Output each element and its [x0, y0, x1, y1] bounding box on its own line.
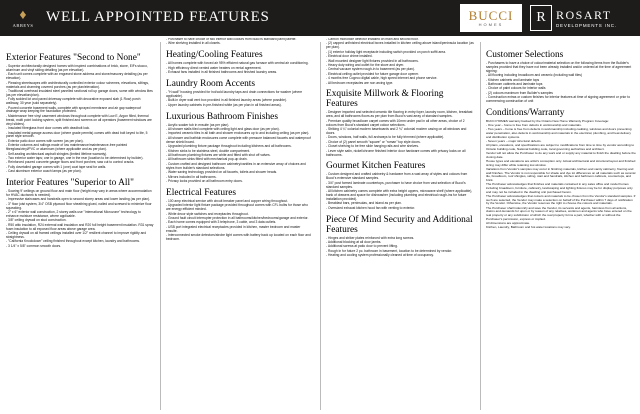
- list-item: - Custom crafted and designed bathroom cabinetry/vanities in an extensive array of choices and styles from builder's standard selections.: [166, 161, 306, 170]
- list-item: - (2) colours maximum from Builder's samples: [486, 90, 553, 95]
- list-item: - White decor style switches and receptacles throughout.: [166, 211, 249, 216]
- laundry-heading: Laundry Room Accents: [166, 79, 256, 90]
- interior-features-list: [6, 190, 154, 249]
- list-item: - Heating and cooling system professionally cleaned at time of occupancy.: [326, 253, 434, 258]
- list-item: - Insulated metal garage access door (where grade permits) comes with dead bolt keyed to lite, 5 panel style smooth.: [6, 130, 148, 139]
- electrical-heading: Electrical Features: [166, 187, 237, 198]
- list-item: - Two years – home is free from defects in workmanship including caulking, windows and doors preventing water penetration, also defects in workmanship and materials in the electrical, plumbing, and heat delivery and distribution systems.: [486, 127, 632, 139]
- list-item: - Each unit comes complete with an engraved stone address and stone/masonry detailing (as per elevation).: [6, 72, 148, 81]
- security-heading: Piece Of Mind Security and Additional Features: [326, 214, 473, 235]
- rosart-logo-sub: DEVELOPMENTS INC.: [556, 23, 617, 28]
- list-item: - Reinforced poured concrete garage floors and front porches; saw cut to control cracks.: [6, 160, 135, 165]
- list-item: - All flooring including broadloom and ceramic (including wall tiles): [486, 73, 583, 78]
- list-item: - Exterior patio door comes with screen (as per plan).: [6, 138, 84, 143]
- list-item: - All shower and bathtub enclosures come complete with pressure balanced faucets and waterproof dense shield board.: [166, 135, 311, 144]
- kitchen-list: [326, 173, 476, 210]
- list-item: - One year – home is free from defects in workmanship and materials.: [486, 123, 582, 128]
- list-item: - Designer imported and selected ceramic tile flooring in entry foyer, laundry room, kitchen, breakfast area, and all bathrooms floors as per plan from Bucci's vast array of standard samples.: [326, 110, 473, 119]
- page-title: WELL APPOINTED FEATURES: [46, 9, 270, 25]
- list-item: - Cast aluminum exterior coach lamps (as per plan).: [6, 169, 82, 174]
- list-item: - All bedroom receptacles are non arcing type.: [326, 80, 394, 85]
- list-item: Kitchen, Laundry, Bathroom and hot water locations may vary.: [486, 225, 571, 230]
- list-item: - Closet shelving to be free slide hanging rails and wire shelves.: [326, 144, 419, 149]
- list-item: - Choice of (2) panel smooth "square" or "roman" top style doors.: [326, 139, 421, 144]
- abbeys-logo: [6, 2, 40, 34]
- list-item: - 4 months free Cogeco digital cable, high speed internet and phone service.: [326, 76, 438, 81]
- list-item: - Soaring 9' ceilings on ground floor and main floor (height may vary in areas where accommodation for HVAC ductwork is needed).: [6, 189, 152, 197]
- list-item: - R50 attic insulation, R24 external wall insulation and R20 full height basement insulation. R31 spray foam insulation to all exposed floor areas above garage area.: [6, 222, 154, 231]
- list-item: - Exterior columns and railings made of low maintenance/maintenance-free painted fibreglass/vinyl/PVC or aluminum (where applicable and as per plan).: [6, 143, 128, 152]
- list-item: - Additional screws at patio door to prevent lifting.: [326, 244, 398, 249]
- list-item: - Ground fault circuit interrupter protection in all bathrooms/kitchen/bedrooms/garage and exterior.: [166, 215, 309, 220]
- bucci-logo-sub: HOMES: [478, 22, 504, 27]
- list-item: - Wire shelving installed in all closets.: [166, 41, 221, 46]
- list-item: - 3" floor joist system, 3/4" OSB plywood floor sheathing glued, nailed and screwed to minimize floor squeaking.: [6, 201, 152, 210]
- column-3: [326, 38, 476, 414]
- list-item: - All bathroom plumbing fixtures are white and fitted with shut off valves.: [166, 153, 271, 157]
- list-item: - USB port integrated electrical receptacles provided in kitchen, master bedroom and master ensuite.: [166, 224, 301, 233]
- list-item: - High efficiency direct vented water heaters on rental agreement.: [166, 65, 262, 70]
- list-item: - Purchasers to have a choice of colour/material selection on the following items from the Builder's samples provided that they have not been already installed and/or ordered at the time of agreement signing:: [486, 61, 632, 73]
- list-item: - Doors, windows, half walls, full archways to be fully trimmed (where applicable).: [326, 135, 445, 140]
- rosart-logo: [530, 3, 636, 33]
- list-item: - Fully sodded lot and paved driveway complete with decorative exposed slab (1 Row) porch walkway, 30 year (sold separately).: [6, 97, 141, 106]
- list-item: - Kitchen cabinets and laminate tops: [486, 77, 540, 82]
- list-item: - Kitchen sinks to be stainless steel, double compartment.: [166, 148, 251, 153]
- list-item: - Bathroom cabinets and laminate tops: [486, 82, 543, 87]
- header-bar: [0, 0, 640, 36]
- list-item: - Construction extras or custom finishes for interior features at time of signing agreement or prior to commencing construction of unit: [486, 95, 631, 104]
- list-item: - Additional blocking at all door jambs.: [326, 240, 382, 244]
- list-item: - (2) capped unfinished electrical boxes installed in kitchen ceiling above island/peninsula location (as per plan).: [326, 41, 474, 50]
- column-2: [166, 38, 312, 414]
- column-4: [486, 38, 636, 414]
- list-item: - Interconnected smoke detectors/strobe light comes with battery back up located on each floor and bedroom.: [166, 233, 311, 241]
- list-item: - Ceiling drywall on all framed ceilings installed over 1/2" resilient channel to improve rigidity and straightness.: [6, 231, 147, 240]
- list-item: - Privacy locks provided on all bathroom entry doors.: [166, 178, 243, 183]
- list-item: - All homes complete with forced air 95% efficient natural gas furnace with central air conditioning.: [166, 61, 309, 66]
- rosart-mark-icon: R: [530, 5, 552, 31]
- list-item: - Mirrors included in all bathrooms.: [166, 174, 217, 179]
- list-item: - Two exterior water taps; one in garage, one in the rear (location to be determined by builder).: [6, 155, 144, 160]
- list-item: - Upgraded plumbing fixture package throughout including kitchens and all bathrooms.: [166, 144, 292, 149]
- list-item: - Premium quality broadloom carpet comes with 10mm under pad in all other areas, choice of 2 colours from Bucci's standard carpet colour selections.: [326, 118, 465, 127]
- list-item: - Hinges and striker plates reinforced with extra long screws.: [326, 235, 415, 240]
- list-item: All dimensions are approximate.: [486, 220, 531, 225]
- list-item: - Poured concrete basement walls, complete with sprayed membrane and air gap waterproof drainage wrap keeping the foundation protected.: [6, 105, 142, 114]
- crest-icon: ♦: [19, 7, 27, 23]
- list-item: All plans, elevations, and specifications are subject to modifications from time to time by vendor according to Ontario building code, National building code, local governing authorities and architect.: [486, 143, 635, 151]
- laundry-list: [166, 91, 312, 108]
- list-item: - Self-sealing architectural asphalt shingles (limited lifetime warranty).: [6, 151, 108, 156]
- list-item: - Central vacuum system rough-in to basement (as per plan).: [326, 67, 415, 72]
- column-1: [6, 38, 154, 414]
- list-item: - Electrical ceiling outlet provided for future garage door opener.: [326, 71, 419, 76]
- list-item: - Built-in dryer wall vent box provided in all finished laundry areas (where possible).: [166, 98, 287, 103]
- kitchen-heading: Gourmet Kitchen Features: [326, 161, 426, 172]
- list-item: - Breakfast bars, peninsulas, and island as per plan.: [326, 201, 402, 206]
- list-item: - Traditional overhead insulated steel panelled sectional roll up garage doors, some with window lites (as per elevation/plan).: [6, 88, 153, 97]
- feature-columns: [0, 38, 640, 414]
- heating-cooling-list: [166, 62, 312, 75]
- list-item: The Purchaser acknowledges that finishes and materials contained in any sales office and model homes including broadloom, furniture, cabinetry, landscaping and lighting fixtures may be for display purposes only and may not be included in the dwelling unit purchased herein.: [486, 182, 633, 194]
- customer-selections-heading: Customer Selections: [486, 50, 564, 60]
- list-item: - All shower stalls tiled complete with ceiling light and glass door (as per plan).: [166, 127, 280, 132]
- list-item: - Carbon monoxide detector installed on main and second floor.: [326, 38, 419, 41]
- list-item: - Rough in for future 2 pc. bathroom in basement, location to be determined by vendor.: [326, 248, 453, 253]
- list-item: - Impressive staircases and handrails open to second storey areas and lower landing (as per plan).: [6, 197, 151, 202]
- bathroom-heading: Luxurious Bathroom Finishes: [166, 111, 278, 122]
- list-item: - Choice of paint colours for interior walls: [486, 86, 546, 91]
- list-item: - Exhaust fans installed in all finished bathrooms and finished laundry areas.: [166, 70, 278, 75]
- list-item: - 3 1/4" x 5/8" common smooth doors.: [6, 243, 62, 248]
- interior-features-heading: Interior Features "Superior to All": [6, 178, 134, 189]
- exterior-features-list: [6, 65, 154, 174]
- list-item: - Seven years – major structural defects.: [486, 139, 542, 144]
- list-item: - Water saving technology provided on all faucets, toilets and shower heads.: [166, 170, 278, 175]
- bathroom-list: [166, 124, 312, 184]
- list-item: - Fully dovetailed garage comes with 1 (one) coat tape seal for walls.: [6, 164, 107, 169]
- list-item: - "H-wall" housing provided for hot/cold laundry taps and drain connections for washer (where applicable).: [166, 90, 303, 98]
- list-item: - Imported ceramic tiles in all bath and shower enclosures up to and including ceiling (as per plan).: [166, 131, 310, 136]
- list-item: - Acrylic soaker tub in ensuite (as per plan).: [166, 122, 230, 127]
- electrical-list: [166, 200, 312, 242]
- exterior-features-heading: Exterior Features "Second to None": [6, 53, 141, 63]
- conditions-warranty-heading: Conditions/Warranty: [486, 108, 565, 119]
- list-item: Vendor will not allow the Purchaser to do any work and or supply any material to finish the dwelling before the closing date.: [486, 151, 636, 159]
- abbeys-logo-text: ABBEYS: [12, 22, 34, 28]
- list-item: - Purchaser to have choice of two interior wall colours from Bucci's standard paint palette.: [166, 38, 297, 41]
- list-item: - Heavy duty wiring and outlet for the stove and dryer.: [326, 62, 405, 67]
- list-item: - Striking 4 ¼" colonial modern baseboards and 2 ¾" colonial modern casing on all windows and doors.: [326, 127, 467, 135]
- list-item: - Lever style satin, nickel/chrome finished interior door hardware comes with privacy locks on all bathrooms.: [326, 148, 466, 157]
- heating-cooling-heading: Heating/Cooling Features: [166, 50, 263, 61]
- list-item: - All bathroom sinks fitted with mechanical pop-up drain.: [166, 157, 248, 162]
- conditions-warranty-list: [486, 120, 636, 230]
- list-item: - Insulated fibreglass front door comes with deadbolt lock.: [6, 126, 91, 131]
- list-item: - Oversized exhaust kitchen hood fan with venting to exterior.: [326, 205, 416, 210]
- list-item: - Superior architecturally designed homes with inspired combinations of brick, stone, EIFs stucco, aluminum and vinyl siding detailing (as per elevation).: [6, 64, 148, 72]
- list-item: - Upper laundry cabinets in pre-finished white (as per plan in all finished areas).: [166, 102, 282, 107]
- bucci-logo: [460, 4, 522, 32]
- list-item: - Upgraded interior light fixture package provided throughout comes with CFL bulbs for those who are energy efficient minded.: [166, 203, 308, 212]
- list-item: BUCCI HOMES warranty backed by the Ontario New Home Warranty Program Coverage:: [486, 119, 609, 124]
- customer-selections-list: [486, 62, 636, 104]
- list-item: - Wall mounted designer light fixtures provided in all bathrooms.: [326, 58, 419, 63]
- list-item: House types and elevations are artist's conception only. Actual architectural and structural layout and finished sizing may differ while retaining low window.: [486, 159, 636, 167]
- list-item: - (1) exterior holiday light receptacle including switch provided on porch soffit area.: [326, 49, 446, 54]
- list-item: - Electrical door chime installed.: [326, 54, 373, 59]
- bucci-logo-text: BUCCI: [468, 8, 514, 23]
- list-item: The Purchaser shall indemnify and save the Vendor, its servants and agents, harmless from all actions, claims and demands for upon or by reason of any relatives, workmen and agents who have entered on the real property or any subdivision of which the real property forms a part, whether with or without the Purchaser's permission, express or implied.: [486, 205, 632, 221]
- list-item: - 3/4" post formed laminate countertops, purchaser to have choice from vast selection of Bucci's standard samples.: [326, 180, 466, 189]
- list-item: - All kitchen cabinetry comes complete with extra height uppers, microwave shelf (where applicable), bank of drawers and space for dishwasher (including plumbing and electrical rough-ins for future installation provided).: [326, 189, 473, 201]
- list-item: - 3/8" ceiling drywall on stud construction.: [6, 218, 67, 223]
- list-item: - Each home comes equipped with 3 telephone, 3 cable, and 3 data outlets.: [166, 220, 277, 225]
- list-item: Variations from Vendor's samples may occur in finishing materials, kitchen and vanity cabinetry, flooring and wall finishes. The Vendor is not responsible for shade and dye lot differences on all materials such as ceramic tile, broadloom, roof shingles, siding, stair and handrails, kitchen and bathroom cabinets, countertops, and brick.: [486, 167, 636, 183]
- list-item: - 100 amp electrical service with circuit breaker panel and copper wiring throughout.: [166, 198, 289, 203]
- security-list: [326, 237, 476, 259]
- list-item: - Custom designed and crafted cabinetry & hardware from a vast array of styles and colours from Bucci's extensive standard samples.: [326, 172, 468, 181]
- list-item: - Maintenance free vinyl casement windows throughout complete with Low E, Argon filled, thermal break, multi point locking system, split finished and screens on all operators (basement windows are vinyl sliders).: [6, 113, 152, 126]
- list-item: - "California Knockdown" ceiling finished throughout except kitchen, laundry and bathrooms.: [6, 239, 140, 244]
- rosart-logo-text: ROSART: [556, 8, 612, 22]
- list-item: The Purchaser acknowledges that colours and materials to be chosen from the Vendor's standard samples. If such are selected, the Vendor may make a selection on behalf of the Purchaser within 7 days of notification by the Vendor. Otherwise, the Vendor reserves the right to choose the colours and materials.: [486, 193, 636, 206]
- interior-features-cont-list: [166, 38, 312, 46]
- list-item: - 2" x 6" exterior wall construction, 2 storey walls use "International Microzone" technology to enhance moisture resistance, where applicable.: [6, 210, 141, 218]
- electrical-cont-list: [326, 38, 476, 85]
- millwork-list: [326, 111, 476, 157]
- list-item: - Pleasing streetscapes with architecturally controlled exterior colour schemes, elevations, siltings, materials and charming covered porches (as per plan/elevation).: [6, 80, 149, 89]
- millwork-heading: Exquisite Millwork & Flooring Features: [326, 89, 444, 110]
